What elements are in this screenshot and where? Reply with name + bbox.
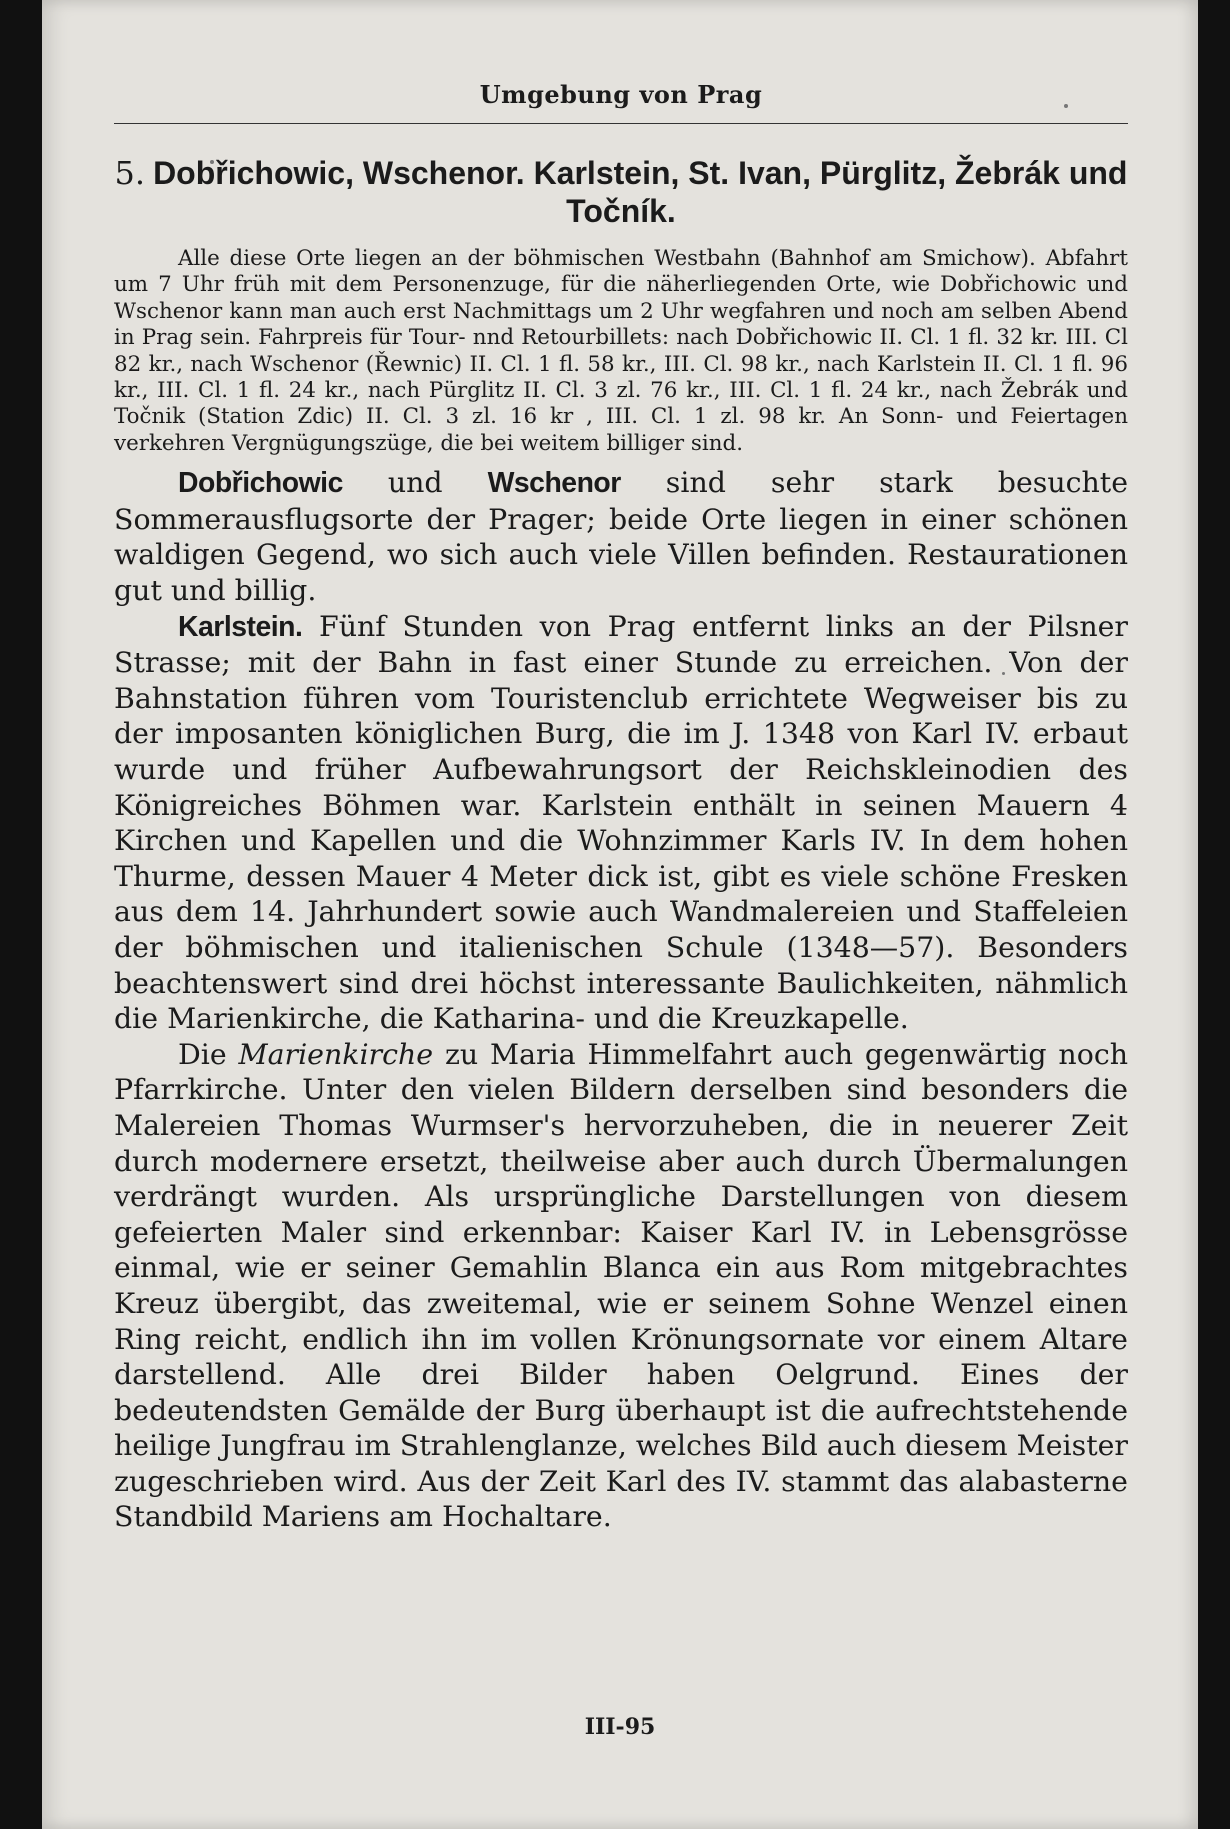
running-head: Umgebung von Prag xyxy=(114,80,1128,124)
place-name-wschenor: Wschenor xyxy=(487,467,621,500)
term-marienkirche: Marienkirche xyxy=(238,1037,434,1071)
paragraph-dobrichowic xyxy=(114,465,1128,608)
section-number: 5. xyxy=(114,154,146,192)
page-content xyxy=(114,80,1128,1535)
paragraph-text: sind sehr stark besuchte Sommerausflugsorte der Prager; beide Orte liegen in einer schönen waldigen Gegend, wo sich auch viele Villen befinden. Restaurationen gut und billig. xyxy=(114,466,1129,608)
paragraph-text: zu Maria Himmelfahrt auch gegenwärtig noch Pfarrkirche. Unter den vielen Bildern derselben sind besonders die Malereien Thomas Wurmser's hervorzuheben, die in neuerer Zeit durch modernere ersetzt, theilweise aber auch durch Übermalungen verdrängt wurden. Als ursprüngliche Darstellungen von diesem gefeierten Maler sind erkennbar: Kaiser Karl IV. in Lebensgrösse einmal, wie er seiner Gemahlin Blanca ein aus Rom mitgebrachtes Kreuz übergibt, das zweitemal, wie er seinem Sohne Wenzel einen Ring reicht, endlich ihn im vollen Krönungsornate vor einem Altare darstellend. Alle drei Bilder haben Oelgrund. Eines der bedeutendsten Gemälde der Burg überhaupt ist die aufrechtstehende heilige Jungfrau im Strahlenglanze, welches Bild auch diesem Meister zugeschrieben wird. Aus der Zeit Karl des IV. stammt das alabasterne Standbild Mariens am Hochaltare. xyxy=(114,1037,1128,1534)
paragraph-text: Die xyxy=(178,1037,239,1071)
section-title xyxy=(114,154,1128,230)
section-heading: Dobřichowic, Wschenor. Karlstein, St. Ivan, Pürglitz, Žebrák und Točník. xyxy=(153,155,1128,229)
travel-info xyxy=(114,246,1128,457)
paragraph-text: Fünf Stunden von Prag entfernt links an der Pilsner Strasse; mit der Bahn in fast einer Stunde zu erreichen. Von der Bahnstation führen vom Touristenclub errichtete Wegweiser bis zu der imposanten königlichen Burg, die im J. 1348 von Karl IV. erbaut wurde und früher Aufbewahrungsort der Reichskleinodien des Königreiches Böhmen war. Karlstein enthält in seinen Mauern 4 Kirchen und Kapellen und die Wohnzimmer Karls IV. In dem hohen Thurme, dessen Mauer 4 Meter dick ist, gibt es viele schöne Fresken aus dem 14. Jahrhundert sowie auch Wandmalereien und Staffeleien der böhmischen und italienischen Schule (1348—57). Besonders beachtenswert sind drei höchst interessante Baulichkeiten, nähmlich die Marienkirche, die Katharina- und die Kreuzkapelle. xyxy=(114,609,1128,1036)
body-text xyxy=(114,465,1128,1535)
place-name-dobrichowic: Dobřichowic xyxy=(178,467,343,500)
paragraph-text: und xyxy=(342,466,488,500)
book-page xyxy=(42,0,1198,1829)
place-name-karlstein: Karlstein. xyxy=(178,610,303,643)
page-number: III-95 xyxy=(584,1714,656,1740)
paragraph-marienkirche xyxy=(114,1037,1128,1535)
travel-info-paragraph: Alle diese Orte liegen an der böhmischen Westbahn (Bahnhof am Smichow). Abfahrt um 7 Uhr früh mit dem Personenzuge, für die näherliegenden Orte, wie Dobřichowic und Wschenor kann man auch erst Nachmittags um 2 Uhr wegfahren und noch am selben Abend in Prag sein. Fahrpreis für Tour- nnd Retourbillets: nach Dobřichowic II. Cl. 1 fl. 32 kr. III. Cl 82 kr., nach Wschenor (Řewnic) II. Cl. 1 fl. 58 kr., III. Cl. 98 kr., nach Karlstein II. Cl. 1 fl. 96 kr., III. Cl. 1 fl. 24 kr., nach Pürglitz II. Cl. 3 zl. 76 kr., III. Cl. 1 fl. 24 kr., nach Žebrák und Točnik (Station Zdic) II. Cl. 3 zl. 16 kr , III. Cl. 1 zl. 98 kr. An Sonn- und Feiertagen verkehren Vergnügungszüge, die bei weitem billiger sind. xyxy=(114,246,1128,456)
paragraph-karlstein xyxy=(114,609,1128,1037)
